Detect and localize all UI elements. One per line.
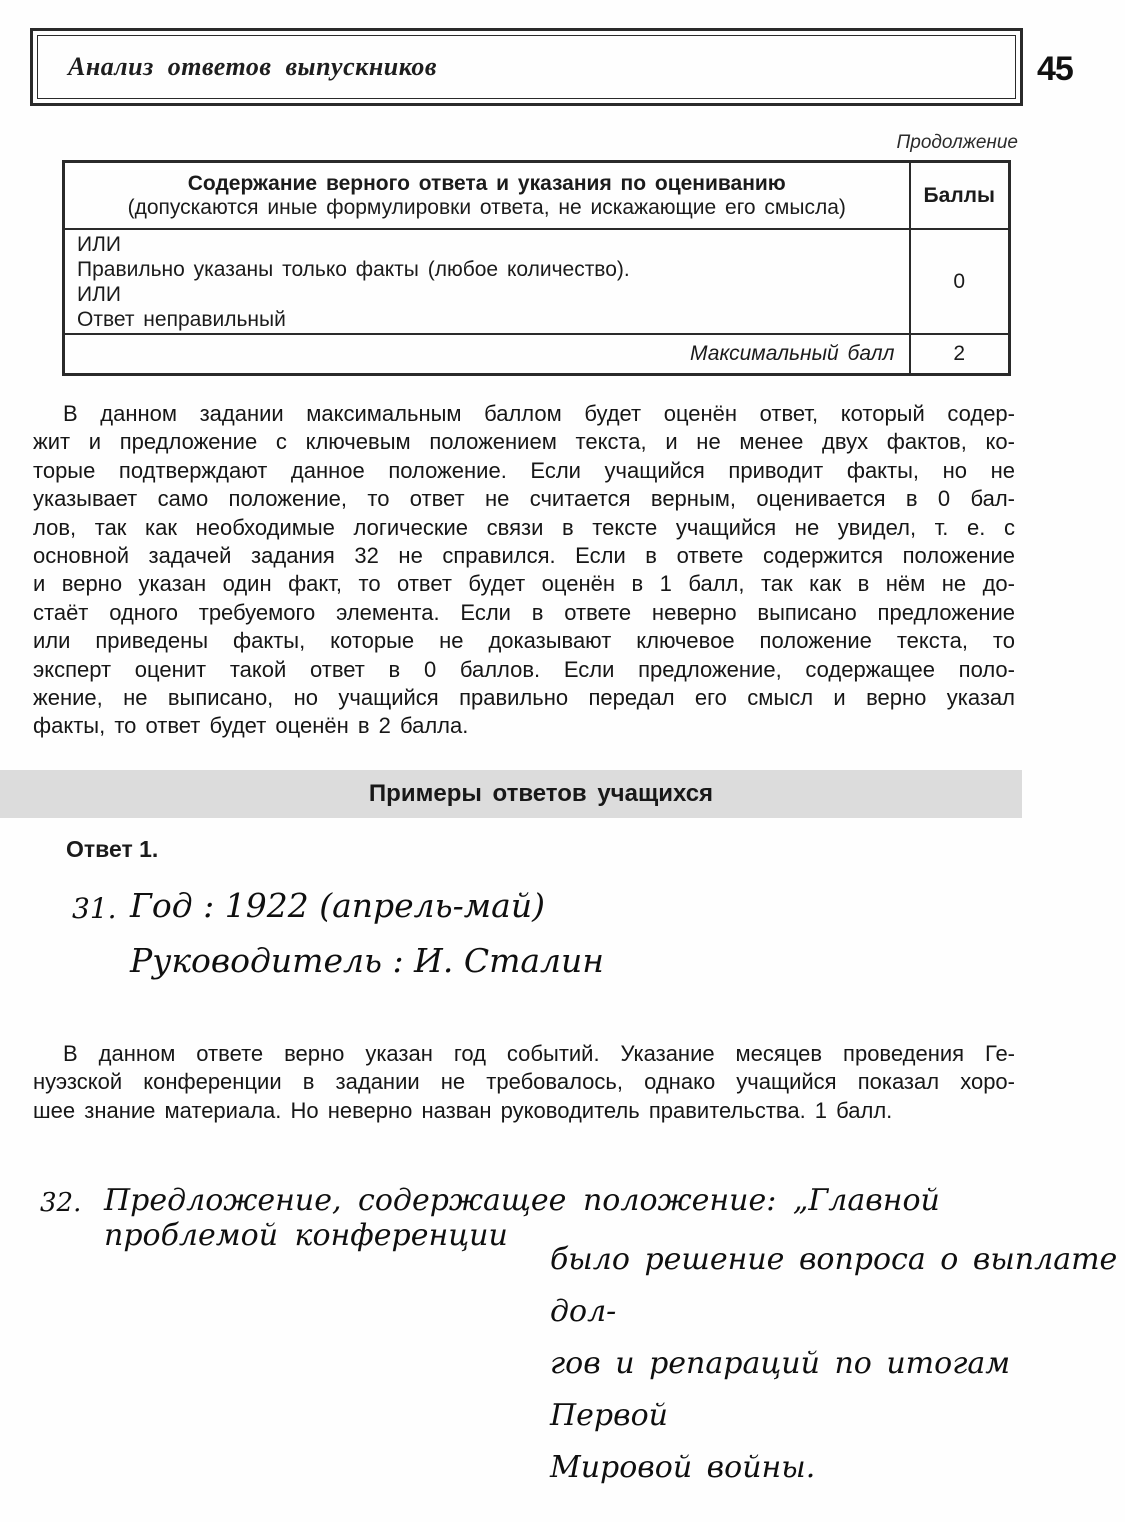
score-value-zero: 0 — [910, 229, 1010, 334]
examples-banner-title: Примеры ответов учащихся — [368, 780, 714, 807]
handwritten-line — [72, 886, 604, 925]
handwritten-line: было решение вопроса о выплате дол- — [550, 1242, 1118, 1329]
running-head-inner-rule — [37, 35, 1016, 99]
text-line: нуэзской конференции в задании не требовалось, однако учащийся показал хоро- — [33, 1069, 1015, 1095]
scoring-table — [62, 160, 1011, 376]
handwritten-line: Мировой войны. — [550, 1450, 816, 1485]
page-number: 45 — [1037, 50, 1073, 88]
scoring-table-header-row — [64, 162, 1010, 230]
handwritten-text: Предложение, содержащее положение: „Главной проблемой конференции — [104, 1183, 940, 1253]
text-line: жит и предложение с ключевым положением текста, и не менее двух фактов, ко- — [33, 429, 1015, 455]
criteria-line: Ответ неправильный — [77, 307, 286, 331]
text-line: основной задачей задания 32 не справился. Если в ответе содержится положение — [33, 543, 1015, 569]
handwritten-text: Год : 1922 (апрель-май) — [130, 886, 545, 925]
text-line: факты, то ответ будет оценён в 2 балла. — [33, 713, 469, 739]
criteria-line: Правильно указаны только факты (любое количество). — [77, 257, 630, 281]
handwritten-answer-31 — [72, 886, 604, 980]
scoring-table-body-row — [64, 229, 1010, 334]
text-line: жение, не выписано, но учащийся правильно передал его смысл и верно указал — [33, 685, 1015, 711]
continuation-label: Продолжение — [896, 132, 1018, 153]
criteria-cell — [64, 229, 910, 334]
running-head-box — [30, 28, 1023, 106]
text-line: лов, так как необходимые логические связи в тексте учащийся не увидел, т. е. с — [33, 514, 1015, 540]
max-score-label: Максимальный балл — [64, 334, 910, 375]
handwritten-answer-32-continuation — [550, 1234, 1125, 1494]
scoring-table-header-cell — [64, 162, 910, 230]
answer-1-heading: Ответ 1. — [66, 836, 159, 862]
text-line: или приведены факты, которые не доказывают ключевое положение текста, то — [33, 628, 1015, 654]
scoring-criteria-title: Содержание верного ответа и указания по оцениванию — [187, 172, 786, 195]
examples-banner — [0, 770, 1022, 818]
task-number-32: 32. — [40, 1188, 82, 1218]
criteria-line: ИЛИ — [77, 232, 121, 256]
text-line: торые подтверждают данное положение. Если учащийся приводит факты, но не — [33, 457, 1015, 483]
text-line: и верно указан один факт, то ответ будет оценён в 1 балл, так как в нём не до- — [33, 571, 1015, 597]
text-line: шее знание материала. Но неверно назван руководитель правительства. 1 балл. — [33, 1097, 893, 1123]
text-line: указывает само положение, то ответ не считается верным, оценивается в 0 бал- — [33, 486, 1015, 512]
scoring-criteria-subtitle: (допускаются иные формулировки ответа, не искажающие его смысла) — [127, 196, 846, 219]
text-line: В данном задании максимальным баллом будет оценён ответ, который содер- — [63, 401, 1015, 426]
task-number-31: 31. — [72, 892, 117, 925]
running-head-title: Анализ ответов выпускников — [68, 52, 438, 81]
text-line: стаёт одного требуемого элемента. Если в ответе неверно выписано предложение — [33, 599, 1015, 625]
points-column-header: Баллы — [910, 162, 1010, 230]
criteria-line: ИЛИ — [77, 282, 121, 306]
scoring-table-footer-row — [64, 334, 1010, 375]
max-score-value: 2 — [910, 334, 1010, 375]
text-line: В данном ответе верно указан год событий. Указание месяцев проведения Ге- — [63, 1041, 1015, 1066]
handwritten-line: гов и репараций по итогам Первой — [550, 1346, 1011, 1433]
commentary-paragraph-2 — [33, 1040, 1015, 1125]
commentary-paragraph-1 — [33, 400, 1015, 741]
text-line: эксперт оценит такой ответ в 0 баллов. Если предложение, содержащее поло- — [33, 656, 1015, 682]
handwritten-line: Руководитель : И. Сталин — [130, 941, 605, 980]
